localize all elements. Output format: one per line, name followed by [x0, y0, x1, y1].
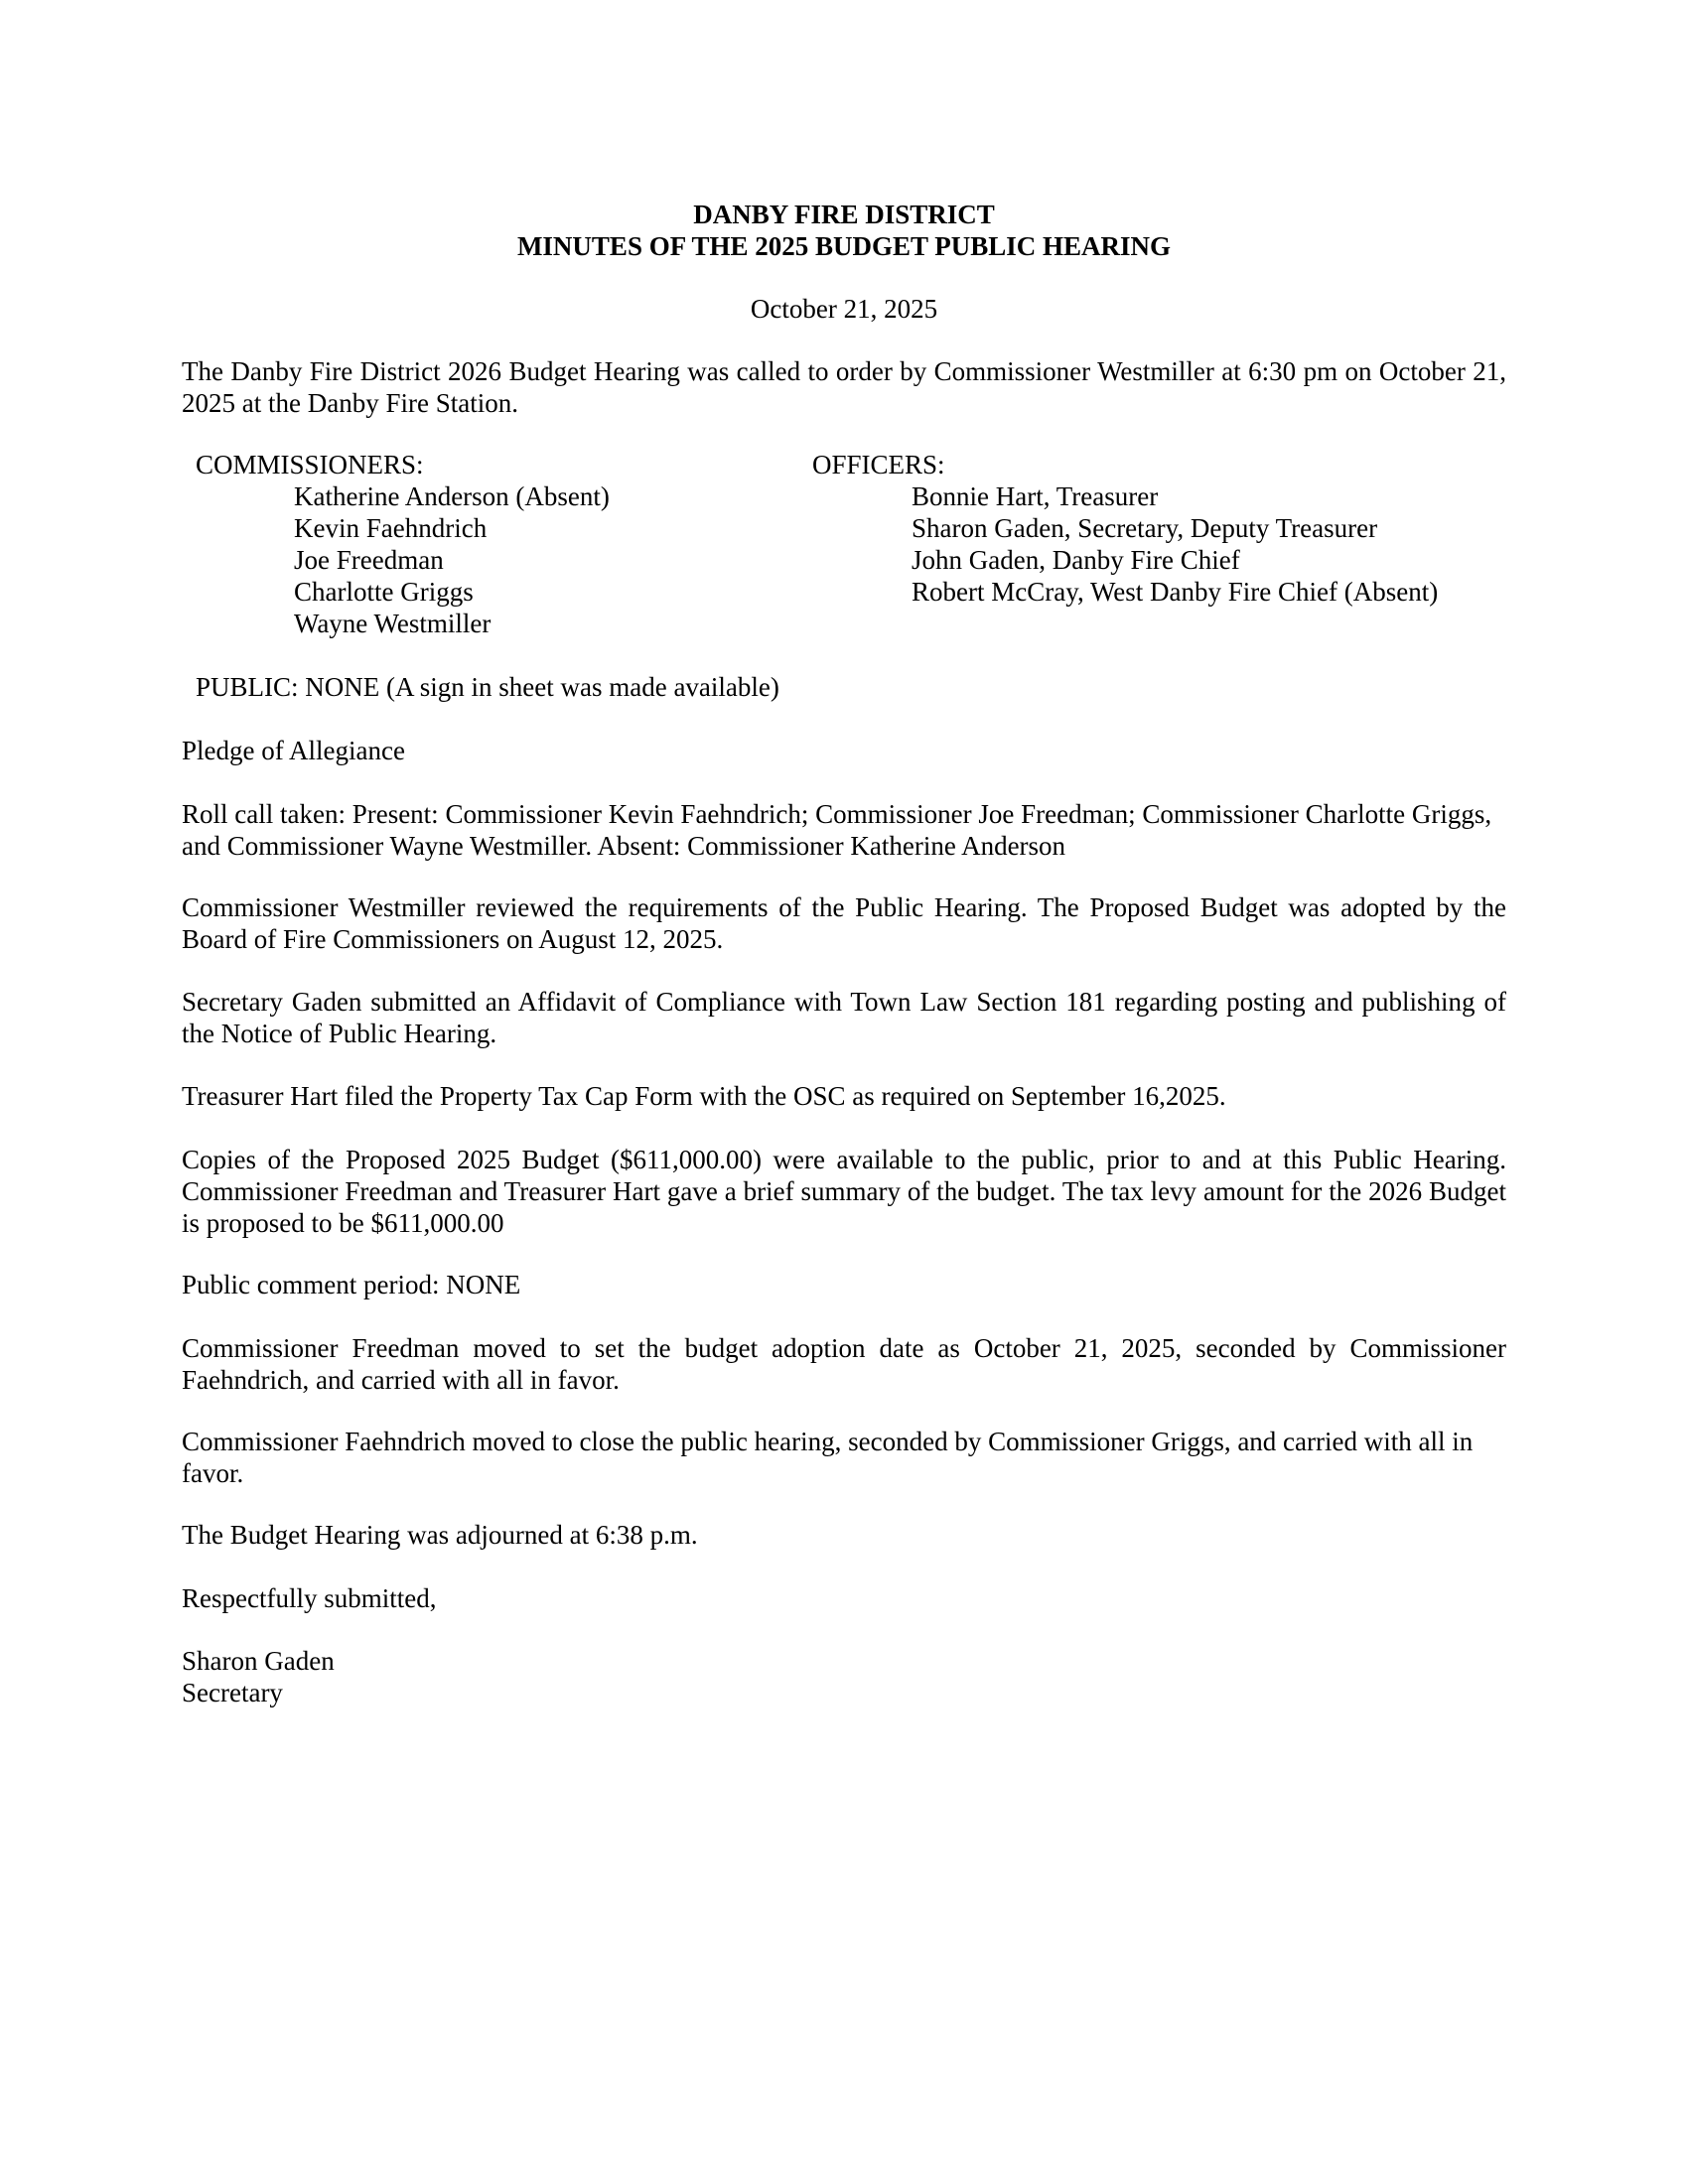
commissioner-name: Joe Freedman [294, 545, 444, 575]
tax-cap-line: Treasurer Hart filed the Property Tax Cap Form with the OSC as required on September 16,2025. [182, 1081, 1226, 1111]
officer-name: Robert McCray, West Danby Fire Chief (Absent) [912, 577, 1439, 607]
roll-call-paragraph: Roll call taken: Present: Commissioner Kevin Faehndrich; Commissioner Joe Freedman; Commissioner Charlotte Griggs, and Commissioner Wayne Westmiller. Absent: Commissioner Katherine Anderson [182, 799, 1492, 861]
budget-copies-paragraph: Copies of the Proposed 2025 Budget ($611,000.00) were available to the public, prior to and at this Public Hearing. Commissioner Freedman and Treasurer Hart gave a brief summary of the budget. The tax levy amount for the 2026 Budget is proposed to be $611,000.00 [182, 1145, 1506, 1238]
officers-list [912, 480, 1438, 608]
document-title: MINUTES OF THE 2025 BUDGET PUBLIC HEARING [516, 231, 1172, 261]
officer-name: John Gaden, Danby Fire Chief [912, 545, 1240, 575]
officer-name: Sharon Gaden, Secretary, Deputy Treasurer [912, 513, 1378, 543]
intro-paragraph: The Danby Fire District 2026 Budget Hearing was called to order by Commissioner Westmiller at 6:30 pm on October 21, 2025 at the Danby Fire Station. [182, 356, 1506, 418]
organization-title: DANBY FIRE DISTRICT [693, 200, 995, 229]
commissioner-name: Kevin Faehndrich [294, 513, 488, 543]
commissioner-name: Katherine Anderson (Absent) [294, 481, 610, 511]
adoption-motion-paragraph: Commissioner Freedman moved to set the budget adoption date as October 21, 2025, seconded by Commissioner Faehndrich, and carried with all in favor. [182, 1333, 1506, 1395]
signature-role: Secretary [182, 1678, 283, 1707]
affidavit-paragraph: Secretary Gaden submitted an Affidavit of Compliance with Town Law Section 181 regarding posting and publishing of the Notice of Public Hearing. [182, 987, 1506, 1048]
commissioners-heading: COMMISSIONERS: [196, 450, 424, 479]
requirements-paragraph: Commissioner Westmiller reviewed the requirements of the Public Hearing. The Proposed Budget was adopted by the Board of Fire Commissioners on August 12, 2025. [182, 892, 1506, 954]
officers-heading: OFFICERS: [812, 450, 945, 479]
commissioners-list [294, 480, 610, 639]
public-attendance: PUBLIC: NONE (A sign in sheet was made available) [196, 672, 779, 702]
meeting-date: October 21, 2025 [750, 294, 938, 324]
pledge-line: Pledge of Allegiance [182, 736, 405, 765]
adjournment-line: The Budget Hearing was adjourned at 6:38 p.m. [182, 1520, 698, 1550]
commissioner-name: Wayne Westmiller [294, 609, 492, 638]
commissioner-name: Charlotte Griggs [294, 577, 474, 607]
public-comment-line: Public comment period: NONE [182, 1270, 521, 1299]
officer-name: Bonnie Hart, Treasurer [912, 481, 1159, 511]
signature-name: Sharon Gaden [182, 1646, 335, 1676]
close-hearing-motion-paragraph: Commissioner Faehndrich moved to close the public hearing, seconded by Commissioner Griggs, and carried with all in favor. [182, 1427, 1474, 1488]
closing-line: Respectfully submitted, [182, 1583, 437, 1613]
